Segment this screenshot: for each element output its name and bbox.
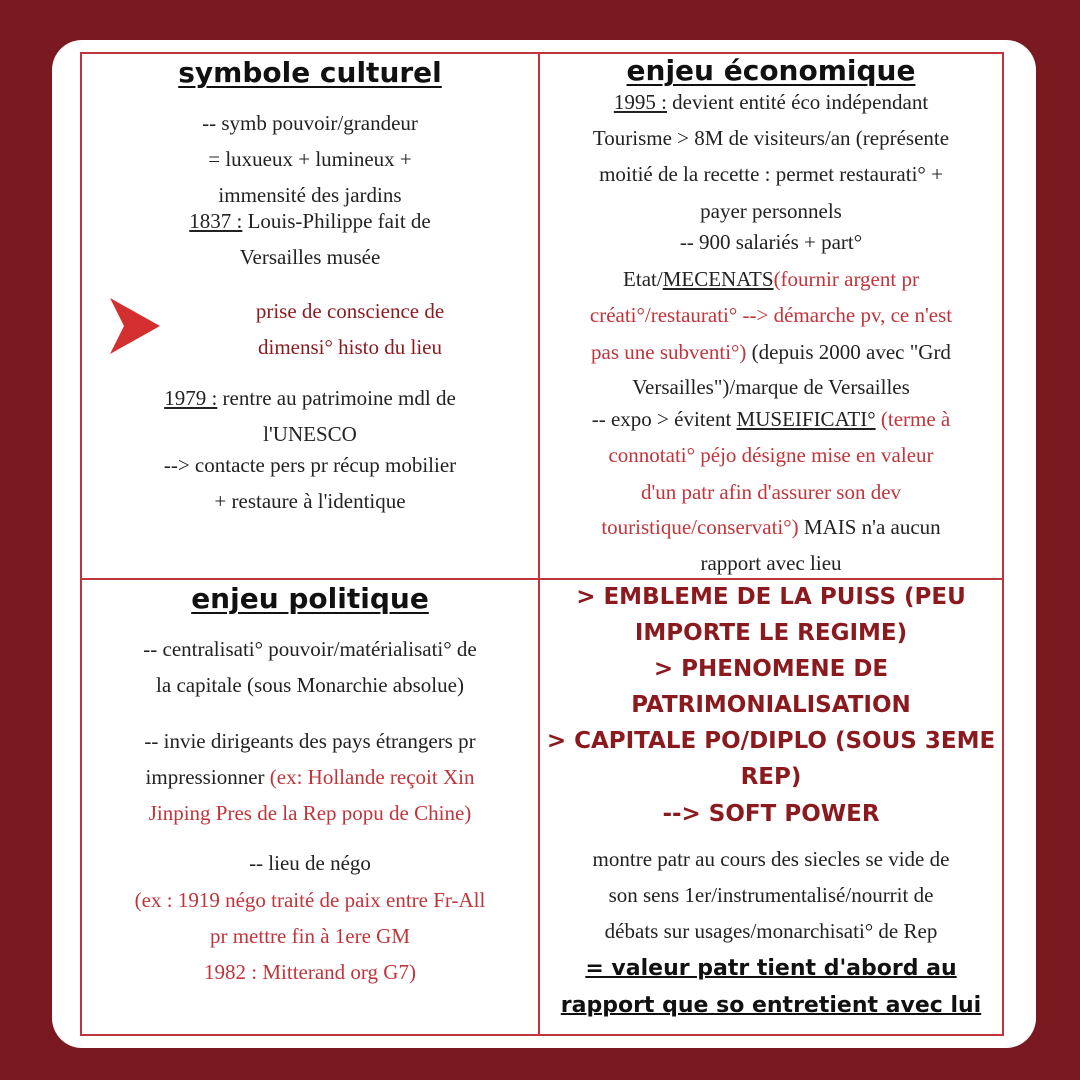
term-museificati: MUSEIFICATI°	[736, 407, 876, 431]
text-fragment: (ex: Hollande reçoit Xin	[269, 765, 475, 789]
text-fragment: -- expo > évitent	[591, 407, 737, 431]
conclusion-line	[540, 950, 1002, 987]
emphasis-line: IMPORTE LE REGIME)	[634, 620, 908, 646]
text-line: -- lieu de négo	[249, 851, 371, 875]
text-line: Versailles musée	[239, 245, 381, 269]
conclusion-text: rapport que so entretient avec lui	[560, 993, 982, 1018]
highlight-line: dimensi° histo du lieu	[258, 335, 442, 359]
text-line	[82, 380, 538, 416]
text-line: + restaure à l'identique	[214, 489, 406, 513]
text-fragment: rentre au patrimoine mdl de	[217, 386, 456, 410]
text-line: l'UNESCO	[263, 422, 357, 446]
text-line: = luxueux + lumineux +	[208, 147, 412, 171]
emphasis-line: REP)	[740, 764, 802, 790]
emphasis-line: > CAPITALE PO/DIPLO (SOUS 3EME	[546, 728, 996, 754]
text-line: montre patr au cours des siecles se vide de	[592, 847, 950, 871]
text-line	[82, 203, 538, 239]
text-line: Versailles")/marque de Versailles	[632, 375, 910, 399]
heading-symbole-culturel: symbole culturel	[178, 56, 442, 89]
text-fragment: touristique/conservati°)	[601, 515, 799, 539]
conclusion-line	[540, 987, 1002, 1024]
quadrant-enjeu-politique	[82, 580, 538, 1034]
red-arrowhead-icon	[110, 298, 160, 354]
emphasis-line: PATRIMONIALISATION	[631, 692, 911, 718]
text-line: (ex : 1919 négo traité de paix entre Fr-All	[134, 888, 486, 912]
text-line: -- 900 salariés + part°	[679, 230, 863, 254]
text-line: -- symb pouvoir/grandeur	[202, 111, 418, 135]
highlight-line: prise de conscience de	[255, 299, 445, 323]
text-line: débats sur usages/monarchisati° de Rep	[604, 919, 938, 943]
emphasis-line: > EMBLEME DE LA PUISS (PEU	[576, 584, 966, 610]
text-line	[540, 261, 1002, 297]
text-line: rapport avec lieu	[700, 551, 842, 575]
date-1837: 1837 :	[189, 209, 243, 233]
conclusion-text: = valeur patr tient d'abord au	[585, 956, 957, 981]
heading-enjeu-politique: enjeu politique	[191, 582, 429, 615]
text-fragment: Etat/	[623, 267, 663, 291]
text-line: moitié de la recette : permet restaurati° +	[599, 162, 943, 186]
emphasis-line: --> SOFT POWER	[662, 801, 880, 827]
text-line: connotati° péjo désigne mise en valeur	[608, 443, 934, 467]
text-line: payer personnels	[700, 199, 842, 223]
heading-enjeu-economique: enjeu économique	[626, 54, 916, 87]
quadrant-symbole-culturel	[82, 54, 538, 578]
quadrant-enjeu-economique	[540, 54, 1002, 578]
date-1995: 1995 :	[613, 90, 667, 114]
text-line	[540, 509, 1002, 545]
text-line: créati°/restaurati° --> démarche pv, ce n'est	[589, 303, 953, 327]
text-line	[540, 84, 1002, 120]
text-fragment: MAIS n'a aucun	[798, 515, 941, 539]
text-fragment: devient entité éco indépendant	[666, 90, 929, 114]
text-fragment: (fournir argent pr	[773, 267, 919, 291]
text-line	[82, 759, 538, 795]
text-fragment: (terme à	[875, 407, 951, 431]
text-line: la capitale (sous Monarchie absolue)	[156, 673, 464, 697]
text-line: 1982 : Mitterand org G7)	[204, 960, 416, 984]
text-fragment: Louis-Philippe fait de	[242, 209, 431, 233]
quadrant-synthese	[540, 580, 1002, 1034]
text-line: -- centralisati° pouvoir/matérialisati° de	[143, 637, 477, 661]
text-line: Jinping Pres de la Rep popu de Chine)	[148, 801, 472, 825]
text-line: immensité des jardins	[218, 183, 402, 207]
text-line: --> contacte pers pr récup mobilier	[163, 453, 457, 477]
text-line: -- invie dirigeants des pays étrangers pr	[144, 729, 476, 753]
term-mecenats: MECENATS	[662, 267, 774, 291]
text-line	[540, 334, 1002, 370]
text-line: son sens 1er/instrumentalisé/nourrit de	[608, 883, 934, 907]
text-line	[540, 401, 1002, 437]
text-line: d'un patr afin d'assurer son dev	[640, 480, 902, 504]
date-1979: 1979 :	[164, 386, 218, 410]
emphasis-line: > PHENOMENE DE	[653, 656, 889, 682]
text-fragment: (depuis 2000 avec "Grd	[746, 340, 951, 364]
text-fragment: impressionner	[145, 765, 270, 789]
text-line: pr mettre fin à 1ere GM	[209, 924, 410, 948]
text-line: Tourisme > 8M de visiteurs/an (représente	[592, 126, 950, 150]
text-fragment: pas une subventi°)	[591, 340, 747, 364]
